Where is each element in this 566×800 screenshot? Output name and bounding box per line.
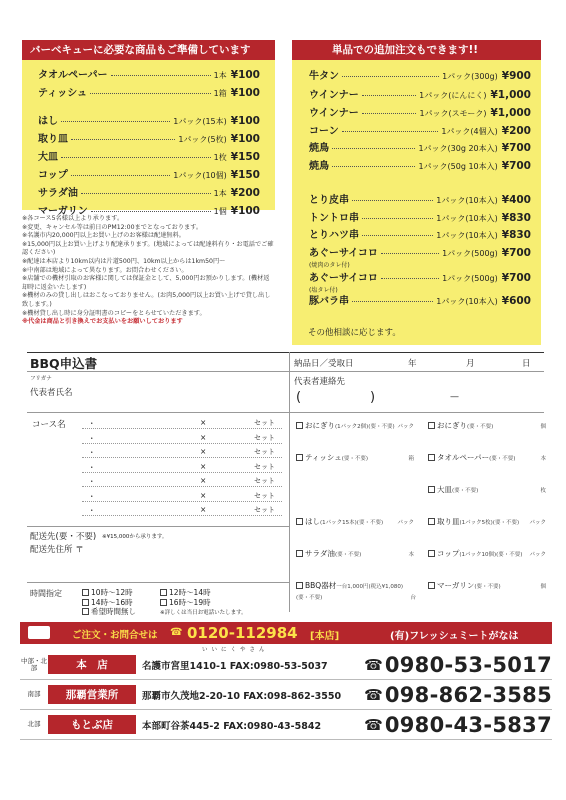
time-none[interactable]: 希望時間無し bbox=[82, 606, 136, 617]
item-price: ¥700 bbox=[501, 160, 531, 172]
item-unit: 1パック(10本入) bbox=[436, 214, 498, 223]
delivery-note: ※¥15,000から承ります。 bbox=[102, 534, 168, 540]
option-sub: (1パック2個) bbox=[335, 424, 369, 430]
option-item[interactable] bbox=[296, 420, 414, 431]
option-checkbox[interactable] bbox=[428, 454, 435, 461]
note-line: ※変更、キャンセル等は前日のPM12:00までとなっております。 bbox=[22, 223, 203, 231]
contact-paren-close: ) bbox=[370, 390, 376, 405]
branch-region: 中部・北部 bbox=[21, 656, 47, 672]
item-price: ¥100 bbox=[230, 205, 260, 217]
left-item bbox=[38, 84, 260, 99]
option-unit: 個 bbox=[540, 424, 546, 430]
item-name: あぐーサイコロ bbox=[309, 273, 378, 284]
item-name: サラダ油 bbox=[38, 188, 78, 199]
item-name: 焼鳥 bbox=[309, 143, 329, 154]
branch-region: 北部 bbox=[27, 720, 41, 728]
item-price: ¥150 bbox=[230, 169, 260, 181]
option-need: (要・不要) bbox=[368, 424, 395, 430]
left-item bbox=[38, 166, 260, 181]
item-unit: 1パック(10個) bbox=[173, 171, 227, 180]
time-14-16[interactable]: 14時～16時 bbox=[82, 597, 133, 608]
option-unit: 個 bbox=[540, 584, 546, 590]
item-price: ¥150 bbox=[230, 151, 260, 163]
date-year[interactable]: 年 bbox=[408, 359, 417, 369]
item-name: ウインナー bbox=[309, 90, 359, 101]
phone-icon: ☎ bbox=[364, 685, 383, 704]
option-name: おにぎり bbox=[305, 421, 335, 430]
item-name: 取り皿 bbox=[38, 134, 68, 145]
item-price: ¥600 bbox=[501, 295, 531, 307]
contact-company: (有)フレッシュミートがなは bbox=[390, 631, 519, 642]
branch-address: 那覇市久茂地2-20-10 FAX:098-862-3550 bbox=[142, 690, 342, 702]
item-price: ¥200 bbox=[230, 187, 260, 199]
course-dot[interactable]: ・ bbox=[88, 462, 96, 472]
item-name: トントロ串 bbox=[309, 213, 359, 224]
branch-address: 名護市宮里1410-1 FAX:0980-53-5037 bbox=[142, 660, 328, 672]
right-item bbox=[309, 86, 531, 101]
item-price: ¥100 bbox=[230, 69, 260, 81]
branch-name: 那覇営業所 bbox=[48, 685, 136, 704]
item-price: ¥400 bbox=[501, 194, 531, 206]
contact-tel[interactable]: 0120-112984 bbox=[187, 624, 298, 642]
right-item bbox=[309, 122, 531, 137]
right-item bbox=[309, 191, 531, 206]
option-checkbox[interactable] bbox=[428, 422, 435, 429]
item-name: コーン bbox=[309, 126, 339, 137]
item-name: コップ bbox=[38, 170, 68, 181]
note-line: ※中南部は地域によって異なります。お問合わせください。 bbox=[22, 266, 188, 274]
option-unit: パック bbox=[397, 520, 414, 526]
option-unit: 本 bbox=[540, 456, 546, 462]
course-x: × bbox=[200, 447, 207, 456]
item-unit: 1パック(500g) bbox=[442, 249, 498, 258]
course-x: × bbox=[200, 461, 207, 471]
option-checkbox[interactable] bbox=[296, 454, 303, 461]
item-name: はし bbox=[38, 116, 58, 127]
form-title: BBQ申込書 bbox=[30, 356, 98, 371]
item-price: ¥900 bbox=[501, 70, 531, 82]
option-item[interactable] bbox=[296, 548, 414, 559]
item-price: ¥200 bbox=[501, 125, 531, 137]
truck-icon bbox=[28, 626, 50, 639]
item-price: ¥830 bbox=[501, 212, 531, 224]
freedial-icon: ☎ bbox=[170, 627, 183, 638]
left-item bbox=[38, 148, 260, 163]
option-name: サラダ油 bbox=[305, 549, 335, 558]
notes bbox=[22, 215, 274, 327]
option-checkbox[interactable] bbox=[296, 518, 303, 525]
item-unit: 1パック(5枚) bbox=[178, 135, 227, 144]
contact-paren-open: ( bbox=[296, 390, 302, 405]
item-price: ¥100 bbox=[230, 87, 260, 99]
option-sub: (1パック15本) bbox=[320, 520, 357, 526]
item-unit: 1パック(4個入) bbox=[441, 127, 498, 136]
course-set[interactable]: セット bbox=[254, 491, 275, 500]
item-name: とりハツ串 bbox=[309, 230, 359, 241]
item-price: ¥1,000 bbox=[490, 89, 531, 101]
right-panel-title: 単品での追加注文もできます!! bbox=[292, 40, 541, 60]
right-item bbox=[309, 244, 531, 270]
right-item bbox=[309, 104, 531, 119]
item-price: ¥830 bbox=[501, 229, 531, 241]
option-checkbox[interactable] bbox=[428, 582, 435, 589]
option-unit: 本 bbox=[408, 552, 414, 558]
item-unit: 1個 bbox=[213, 207, 227, 216]
left-item bbox=[38, 130, 260, 145]
option-checkbox[interactable] bbox=[296, 582, 303, 589]
right-panel-footer: その他相談に応じます。 bbox=[308, 328, 401, 338]
option-checkbox[interactable] bbox=[428, 550, 435, 557]
option-name: タオルペーパー bbox=[437, 453, 490, 462]
option-need: (要・不要) bbox=[452, 488, 479, 494]
option-need: (要・不要) bbox=[492, 520, 520, 526]
option-name: はし bbox=[305, 517, 320, 526]
branch-row bbox=[20, 680, 552, 710]
right-item bbox=[309, 139, 531, 154]
item-sub: (塩タレ付) bbox=[309, 287, 338, 294]
option-need: (要・不要) bbox=[334, 552, 362, 558]
item-unit: 1箱 bbox=[213, 89, 227, 98]
option-need: (要・不要) bbox=[489, 456, 516, 462]
contact-label: 代表者連絡先 bbox=[294, 377, 346, 387]
course-set[interactable]: セット bbox=[254, 433, 275, 442]
course-x: × bbox=[200, 490, 207, 500]
time-16-19[interactable]: 16時～19時 bbox=[160, 597, 211, 608]
option-need: (要・不要) bbox=[496, 552, 523, 558]
item-unit: 1パック(スモーク) bbox=[419, 109, 487, 118]
option-item[interactable] bbox=[428, 548, 546, 559]
option-item[interactable] bbox=[428, 420, 546, 431]
option-item[interactable] bbox=[296, 452, 414, 463]
item-name: とり皮串 bbox=[309, 195, 349, 206]
left-item bbox=[38, 184, 260, 199]
rep-name-label[interactable]: 代表者氏名 bbox=[30, 388, 73, 398]
item-price: ¥700 bbox=[501, 247, 531, 259]
option-sub: (1パック10個) bbox=[459, 552, 497, 558]
course-x: × bbox=[200, 476, 207, 485]
date-month[interactable]: 月 bbox=[466, 359, 475, 369]
item-name: マーガリン bbox=[38, 206, 88, 217]
option-unit: パック bbox=[529, 520, 546, 526]
branch-region: 南部 bbox=[27, 690, 41, 698]
item-unit: 1本 bbox=[213, 71, 227, 80]
item-price: ¥700 bbox=[501, 142, 531, 154]
time-label: 時間指定 bbox=[30, 589, 62, 598]
course-x: × bbox=[200, 505, 207, 514]
course-dot[interactable]: ・ bbox=[88, 448, 96, 457]
course-set[interactable]: セット bbox=[254, 462, 275, 471]
course-x: × bbox=[200, 432, 207, 442]
option-checkbox[interactable] bbox=[296, 550, 303, 557]
course-set[interactable]: セット bbox=[254, 506, 275, 514]
option-unit: パック bbox=[397, 424, 414, 430]
item-unit: 1パック(にんにく) bbox=[419, 91, 487, 100]
course-x: × bbox=[200, 418, 207, 427]
course-set[interactable]: セット bbox=[254, 419, 275, 427]
note-line: ※機材貸し出し時に身分証明書のコピーをとらせていただきます。 bbox=[22, 309, 206, 317]
right-item bbox=[309, 157, 531, 172]
furigana-label: フリガナ bbox=[30, 376, 52, 382]
note-line: ※配達は本店より10km以内は片道500円、10km以上からは1km50円～ bbox=[22, 257, 226, 265]
branch-tel[interactable]: 098-862-3585 bbox=[384, 682, 552, 707]
item-unit: 1パック(50g 10本入) bbox=[418, 162, 498, 171]
delivery-label[interactable]: 配送先(要・不要) bbox=[30, 532, 97, 542]
option-sub: 一台1,000円(税込¥1,080) bbox=[336, 584, 403, 590]
contact-ruby: いいにくやさん bbox=[202, 647, 269, 653]
item-unit: 1パック(30g 20本入) bbox=[418, 144, 498, 153]
date-label: 納品日／受取日 bbox=[294, 359, 354, 369]
left-item bbox=[38, 112, 260, 127]
contact-bar bbox=[20, 622, 552, 644]
option-item[interactable] bbox=[428, 484, 546, 495]
option-need: (要・不要) bbox=[296, 595, 323, 601]
item-unit: 1枚 bbox=[213, 153, 227, 162]
option-item[interactable] bbox=[428, 452, 546, 463]
option-name: マーガリン bbox=[437, 581, 475, 590]
course-dot[interactable]: ・ bbox=[88, 433, 96, 443]
notes-payment-warning: ※代金は商品と引き換えでお支払いをお願いしております bbox=[22, 318, 183, 326]
branch-address: 本部町谷茶445-2 FAX:0980-43-5842 bbox=[142, 720, 322, 732]
branch-name: もとぶ店 bbox=[48, 715, 136, 734]
course-label: コース名 bbox=[32, 420, 66, 430]
item-price: ¥700 bbox=[501, 272, 531, 284]
note-line: ※各コース5名様以上より承ります。 bbox=[22, 215, 124, 222]
time-12-14[interactable]: 12時～14時 bbox=[160, 587, 211, 598]
item-unit: 1パック(300g) bbox=[442, 72, 498, 81]
branch-row bbox=[20, 710, 552, 740]
right-item bbox=[309, 292, 531, 307]
item-unit: 1パック(15本) bbox=[173, 117, 227, 126]
left-item bbox=[38, 66, 260, 81]
course-set[interactable]: セット bbox=[254, 448, 275, 456]
item-price: ¥1,000 bbox=[490, 107, 531, 119]
item-sub: (焼肉のタレ付) bbox=[309, 262, 350, 269]
option-checkbox[interactable] bbox=[296, 422, 303, 429]
item-price: ¥100 bbox=[230, 115, 260, 127]
item-name: 大皿 bbox=[38, 152, 58, 163]
right-item bbox=[309, 67, 531, 82]
option-item[interactable] bbox=[296, 580, 416, 601]
phone-icon: ☎ bbox=[364, 715, 383, 734]
branch-name: 本 店 bbox=[48, 655, 136, 674]
time-10-12[interactable]: 10時～12時 bbox=[82, 587, 133, 598]
course-dot[interactable]: ・ bbox=[88, 491, 96, 501]
date-day[interactable]: 日 bbox=[522, 359, 531, 369]
course-dot[interactable]: ・ bbox=[88, 419, 96, 428]
note-line: ※店舗での機材引取のお客様に関しては保証金として、5,000円お預かりします。(機材返却時に返金いたします) bbox=[22, 275, 270, 291]
option-sub: (1パック5枚) bbox=[459, 520, 493, 526]
contact-dash: — bbox=[450, 392, 459, 402]
contact-tel-tag: [本店] bbox=[310, 631, 340, 642]
option-unit: 台 bbox=[410, 595, 416, 601]
option-item[interactable] bbox=[428, 516, 546, 527]
branch-tel[interactable]: 0980-53-5017 bbox=[384, 652, 552, 677]
option-item[interactable] bbox=[296, 516, 414, 527]
item-name: 焼鳥 bbox=[309, 161, 329, 172]
item-unit: 1パック(10本入) bbox=[436, 297, 498, 306]
item-name: あぐーサイコロ bbox=[309, 248, 378, 259]
course-dot[interactable]: ・ bbox=[88, 477, 96, 486]
option-unit: 箱 bbox=[408, 456, 414, 462]
item-name: 牛タン bbox=[309, 71, 339, 82]
option-checkbox[interactable] bbox=[428, 486, 435, 493]
course-set[interactable]: セット bbox=[254, 477, 275, 485]
address-label[interactable]: 配送先住所 〒 bbox=[30, 545, 84, 555]
note-line: ※機材のみの貸し出しはおこなっておりません。(お肉5,000円以上お買い上げで貸し出し致します。) bbox=[22, 292, 271, 308]
item-price: ¥100 bbox=[230, 133, 260, 145]
item-name: タオルペーパー bbox=[38, 70, 108, 81]
option-need: (要・不要) bbox=[474, 584, 501, 590]
option-need: (要・不要) bbox=[467, 424, 494, 430]
option-name: 取り皿 bbox=[437, 517, 460, 526]
bbq-order-form bbox=[27, 352, 544, 612]
item-name: 豚バラ串 bbox=[309, 296, 349, 307]
option-item[interactable] bbox=[428, 580, 546, 591]
item-name: ティッシュ bbox=[38, 88, 87, 99]
branch-row bbox=[20, 650, 552, 680]
option-name: コップ bbox=[437, 549, 460, 558]
item-unit: 1パック(10本入) bbox=[436, 231, 498, 240]
item-unit: 1本 bbox=[213, 189, 227, 198]
item-name: ウインナー bbox=[309, 108, 359, 119]
time-note: ※詳しくは当日お電話いたします。 bbox=[160, 610, 247, 616]
left-panel-title: バーベキューに必要な商品もご準備しています bbox=[22, 40, 275, 60]
right-item bbox=[309, 209, 531, 224]
option-name: BBQ器材 bbox=[305, 581, 337, 590]
right-item bbox=[309, 226, 531, 241]
phone-icon: ☎ bbox=[364, 655, 383, 674]
option-need: (要・不要) bbox=[341, 456, 369, 462]
item-unit: 1パック(500g) bbox=[442, 274, 498, 283]
branch-tel[interactable]: 0980-43-5837 bbox=[384, 712, 552, 737]
note-line: ※15,000円以上お買い上げより配達承ります。(地域によっては配達料有り・お電話でご確認ください) bbox=[22, 240, 274, 257]
note-line: ※名護市内20,000円以上お買い上げのお客様は配達無料。 bbox=[22, 232, 185, 240]
option-name: ティッシュ bbox=[305, 453, 342, 462]
left-item bbox=[38, 202, 260, 217]
option-unit: 枚 bbox=[540, 488, 546, 494]
item-unit: 1パック(10本入) bbox=[436, 196, 498, 205]
option-name: 大皿 bbox=[437, 485, 452, 494]
option-checkbox[interactable] bbox=[428, 518, 435, 525]
option-need: (要・不要) bbox=[356, 520, 384, 526]
contact-label: ご注文・お問合せは bbox=[72, 630, 158, 641]
option-unit: パック bbox=[529, 552, 546, 558]
course-dot[interactable]: ・ bbox=[88, 506, 96, 515]
option-name: おにぎり bbox=[437, 421, 467, 430]
